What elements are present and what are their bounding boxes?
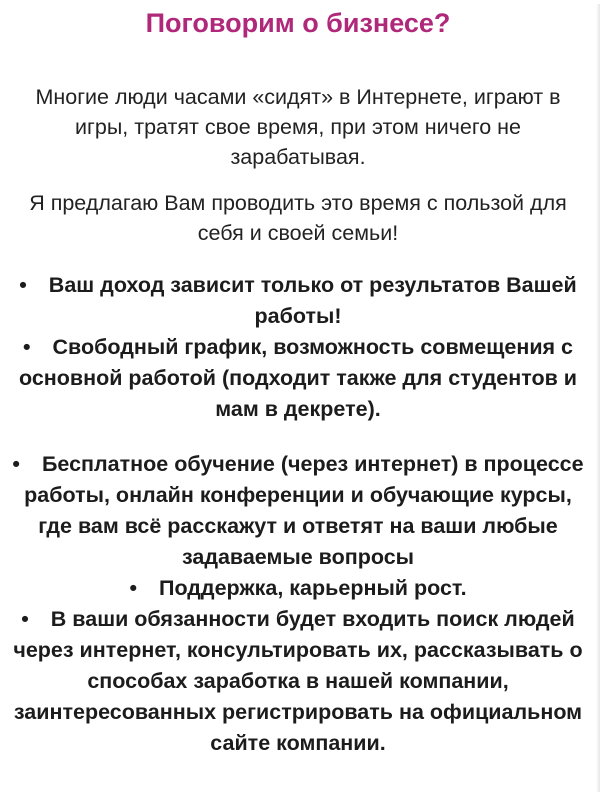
bullet-icon: • bbox=[19, 273, 27, 297]
bullet-icon: • bbox=[22, 335, 31, 359]
list-item bbox=[2, 604, 594, 759]
list-item-text: В ваши обязанности будет входить поиск людей через интернет, консультировать их, рассказывать о способах заработка в нашей компании, заинтересованных регистрировать на официальном сайте компании. bbox=[13, 607, 583, 755]
list-item-text: Поддержка, карьерный рост. bbox=[158, 576, 467, 600]
offer-paragraph: Я предлагаю Вам проводить это время с пользой для себя и своей семьи! bbox=[29, 191, 567, 245]
intro-paragraph: Многие люди часами «сидят» в Интернете, играют в игры, тратят свое время, при этом ничего не зарабатывая. bbox=[35, 85, 561, 169]
page-title: Поговорим о бизнесе? bbox=[145, 8, 451, 38]
list-item bbox=[2, 270, 594, 332]
bullet-icon: • bbox=[21, 607, 29, 631]
list-item bbox=[2, 449, 594, 573]
list-item bbox=[2, 332, 594, 425]
list-item bbox=[2, 573, 594, 604]
spacer bbox=[2, 425, 594, 449]
page-edge-shadow bbox=[596, 4, 600, 792]
list-item-text: Бесплатное обучение (через интернет) в процессе работы, онлайн конференции и обучающие курсы, где вам всё расскажут и ответят на ваши любые задаваемые вопросы bbox=[24, 452, 584, 569]
list-item-text: Ваш доход зависит только от результатов Вашей работы! bbox=[48, 273, 577, 328]
benefits-list bbox=[2, 270, 594, 759]
bullet-icon: • bbox=[12, 452, 20, 476]
bullet-icon: • bbox=[129, 576, 137, 600]
list-item-text: Свободный график, возможность совмещения с основной работой (подходит также для студентов и мам в декрете). bbox=[18, 335, 578, 421]
document bbox=[2, 4, 594, 759]
